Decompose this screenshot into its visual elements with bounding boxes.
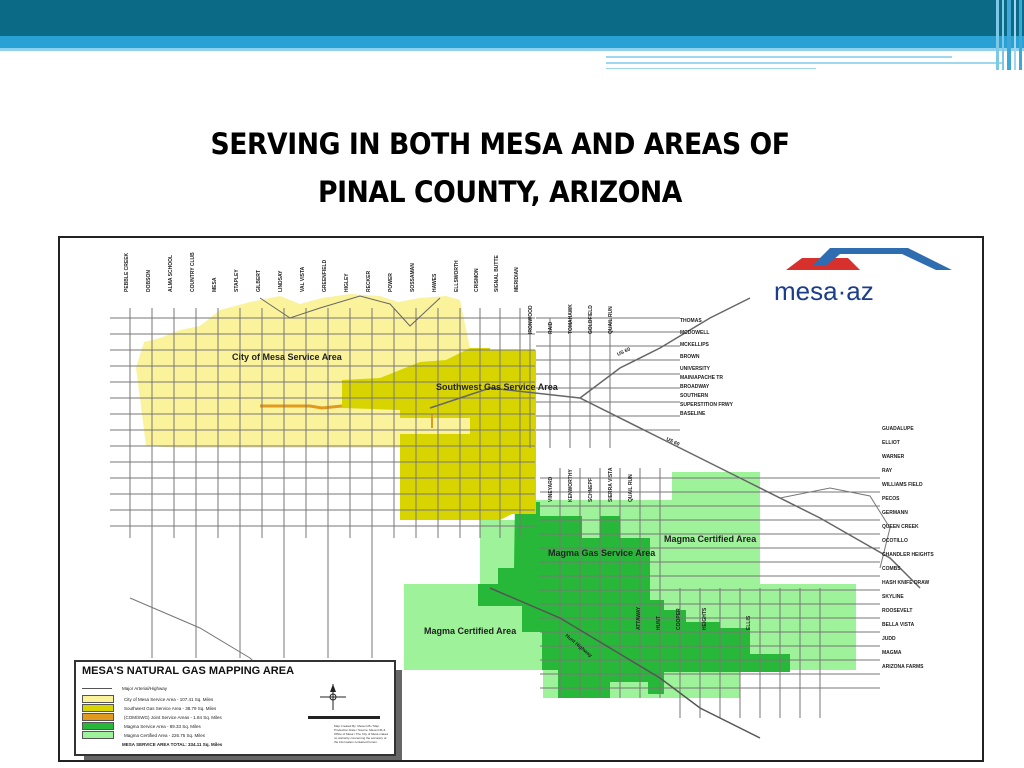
street-label: HIGLEY bbox=[344, 273, 350, 292]
street-label: SOUTHERN bbox=[680, 393, 709, 399]
legend-swatch bbox=[82, 713, 114, 721]
north-arrow-icon bbox=[318, 682, 348, 712]
header-stripe bbox=[0, 36, 1024, 48]
street-label: SIERRA VISTA bbox=[608, 467, 614, 502]
street-label: WILLIAMS FIELD bbox=[882, 482, 923, 488]
street-label: HEIGHTS bbox=[702, 607, 708, 630]
street-label: CHANDLER HEIGHTS bbox=[882, 552, 934, 558]
street-label: RAY bbox=[882, 468, 893, 474]
street-label: MERIDIAN bbox=[514, 267, 520, 292]
street-label: BROADWAY bbox=[680, 384, 710, 390]
road-label: Hunt Highway bbox=[563, 632, 594, 659]
street-label: CRISMON bbox=[474, 268, 480, 292]
street-label: GOLDFIELD bbox=[588, 305, 594, 334]
legend-label: Magma Certified Area - 226.75 Sq. Miles bbox=[124, 732, 206, 738]
street-label: ELLSWORTH bbox=[454, 260, 460, 292]
street-label: LINDSAY bbox=[278, 270, 284, 292]
accent-line bbox=[606, 56, 952, 58]
header-stripe-light bbox=[0, 48, 1024, 51]
header-bar bbox=[0, 0, 1024, 36]
legend-label: Southwest Gas Service Area - 38.79 Sq. Miles bbox=[124, 705, 217, 711]
label-magma-certified-1: Magma Certified Area bbox=[664, 534, 757, 544]
legend-total: MESA SERVICE AREA TOTAL: 334.11 Sq. Miles bbox=[122, 741, 223, 747]
legend-label: City of Mesa Service Area - 107.41 Sq. Miles bbox=[124, 696, 214, 702]
street-label: SCHNEPF bbox=[588, 478, 594, 502]
street-label: MESA bbox=[212, 277, 218, 292]
title-line-1: SERVING IN BOTH MESA AND AREAS OF bbox=[210, 127, 790, 161]
street-label: SUPERSTITION FRWY bbox=[680, 402, 733, 408]
legend-swatch bbox=[82, 695, 114, 703]
legend-line-swatch bbox=[82, 688, 112, 689]
label-magma-certified-2: Magma Certified Area bbox=[424, 626, 517, 636]
legend-row-joint bbox=[82, 713, 222, 721]
street-label: COMBS bbox=[882, 566, 901, 572]
label-magma-gas: Magma Gas Service Area bbox=[548, 548, 656, 558]
street-label: RECKER bbox=[366, 270, 372, 292]
logo-text: mesa·az bbox=[774, 276, 874, 306]
street-label: ALMA SCHOOL bbox=[168, 254, 174, 292]
street-label: VAL VISTA bbox=[300, 266, 306, 292]
accent-vline bbox=[996, 0, 999, 70]
accent-vline bbox=[1002, 0, 1004, 70]
street-label: ROOSEVELT bbox=[882, 608, 913, 614]
street-label: COUNTRY CLUB bbox=[190, 252, 196, 292]
street-label: PECOS bbox=[882, 496, 900, 502]
legend-label: Major Arterial/Highway bbox=[122, 685, 168, 691]
highway-us60 bbox=[580, 298, 750, 398]
street-label: POWER bbox=[388, 273, 394, 292]
legend-swatch bbox=[82, 722, 114, 730]
legend-swatch bbox=[82, 704, 114, 712]
street-label: IRONWOOD bbox=[528, 305, 534, 334]
accent-vline bbox=[1019, 0, 1022, 70]
street-label: BASELINE bbox=[680, 411, 706, 417]
label-city-of-mesa: City of Mesa Service Area bbox=[232, 352, 342, 362]
street-label: SIGNAL BUTTE bbox=[494, 255, 500, 292]
street-label: BELLA VISTA bbox=[882, 622, 915, 628]
map-credits: Map Created By: Mesa GIS / Map Production Date / Source: Mesa GIS & Office of Mesa / The City of Mesa makes no warranty concerning the accuracy of the information contained herein. bbox=[334, 724, 389, 744]
street-label: WARNER bbox=[882, 454, 905, 460]
street-label: BROWN bbox=[680, 354, 700, 360]
street-label: SKYLINE bbox=[882, 594, 904, 600]
mesa-az-logo bbox=[774, 248, 952, 306]
street-label: RAID bbox=[548, 321, 554, 334]
street-label: UNIVERSITY bbox=[680, 366, 711, 372]
street-label: VINEYARD bbox=[548, 476, 554, 502]
map-legend bbox=[74, 660, 396, 756]
street-label: HAWES bbox=[432, 273, 438, 292]
road-label: US 60 bbox=[616, 346, 632, 358]
street-label: KENWORTHY bbox=[568, 469, 574, 502]
street-label: THOMAS bbox=[680, 318, 702, 324]
legend-row-magma bbox=[82, 722, 201, 730]
street-label: ELLIS bbox=[746, 615, 752, 630]
street-label: SOSSAMAN bbox=[410, 263, 416, 292]
street-label: ELLIOT bbox=[882, 440, 900, 446]
legend-row-mesa bbox=[82, 695, 213, 703]
street-label: MCDOWELL bbox=[680, 330, 710, 336]
accent-line bbox=[606, 62, 1002, 64]
accent-vline bbox=[1007, 0, 1011, 70]
street-label: TOMAHAWK bbox=[568, 304, 574, 334]
legend-row-arterial bbox=[82, 684, 167, 692]
street-label: QUEEN CREEK bbox=[882, 524, 919, 530]
street-label: STAPLEY bbox=[234, 269, 240, 292]
street-label: GREENFIELD bbox=[322, 259, 328, 292]
legend-swatch bbox=[82, 731, 114, 739]
street-label: JUDD bbox=[882, 636, 896, 642]
accent-line bbox=[606, 68, 816, 69]
street-label: COOPER bbox=[676, 608, 682, 630]
street-label: GERMANN bbox=[882, 510, 908, 516]
street-label: HUNT bbox=[656, 616, 662, 630]
road-label: US 60 bbox=[665, 436, 681, 448]
legend-label: Magma Service Area - 89.33 Sq. Miles bbox=[124, 723, 201, 729]
legend-row-swg bbox=[82, 704, 216, 712]
legend-row-magma-certified bbox=[82, 731, 205, 739]
label-southwest-gas: Southwest Gas Service Area bbox=[436, 382, 558, 392]
street-label: QUAIL RUN bbox=[608, 306, 614, 334]
legend-label: (COM/SWG) Joint Service Areas - 1.84 Sq. Miles bbox=[124, 714, 222, 720]
street-label: DOBSON bbox=[146, 270, 152, 292]
street-label: QUAIL RUN bbox=[628, 474, 634, 502]
slide-title bbox=[150, 120, 849, 216]
street-label: GILBERT bbox=[256, 270, 262, 292]
title-line-2: PINAL COUNTY, ARIZONA bbox=[317, 175, 683, 209]
accent-vline bbox=[1014, 0, 1016, 70]
street-label: ATTAWAY bbox=[636, 606, 642, 630]
street-label: OCOTILLO bbox=[882, 538, 908, 544]
highway-east bbox=[780, 488, 890, 568]
street-label: MCKELLIPS bbox=[680, 342, 709, 348]
street-label: MAIN/APACHE TR bbox=[680, 375, 723, 381]
street-label: MAGMA bbox=[882, 650, 902, 656]
service-area-map bbox=[58, 236, 984, 762]
street-label: PEBBLE CREEK bbox=[124, 252, 130, 292]
street-label: ARIZONA FARMS bbox=[882, 664, 924, 670]
legend-title: MESA'S NATURAL GAS MAPPING AREA bbox=[82, 665, 295, 677]
street-label: HASH KNIFE DRAW bbox=[882, 580, 930, 586]
street-label: GUADALUPE bbox=[882, 426, 914, 432]
scale-bar bbox=[308, 716, 380, 719]
